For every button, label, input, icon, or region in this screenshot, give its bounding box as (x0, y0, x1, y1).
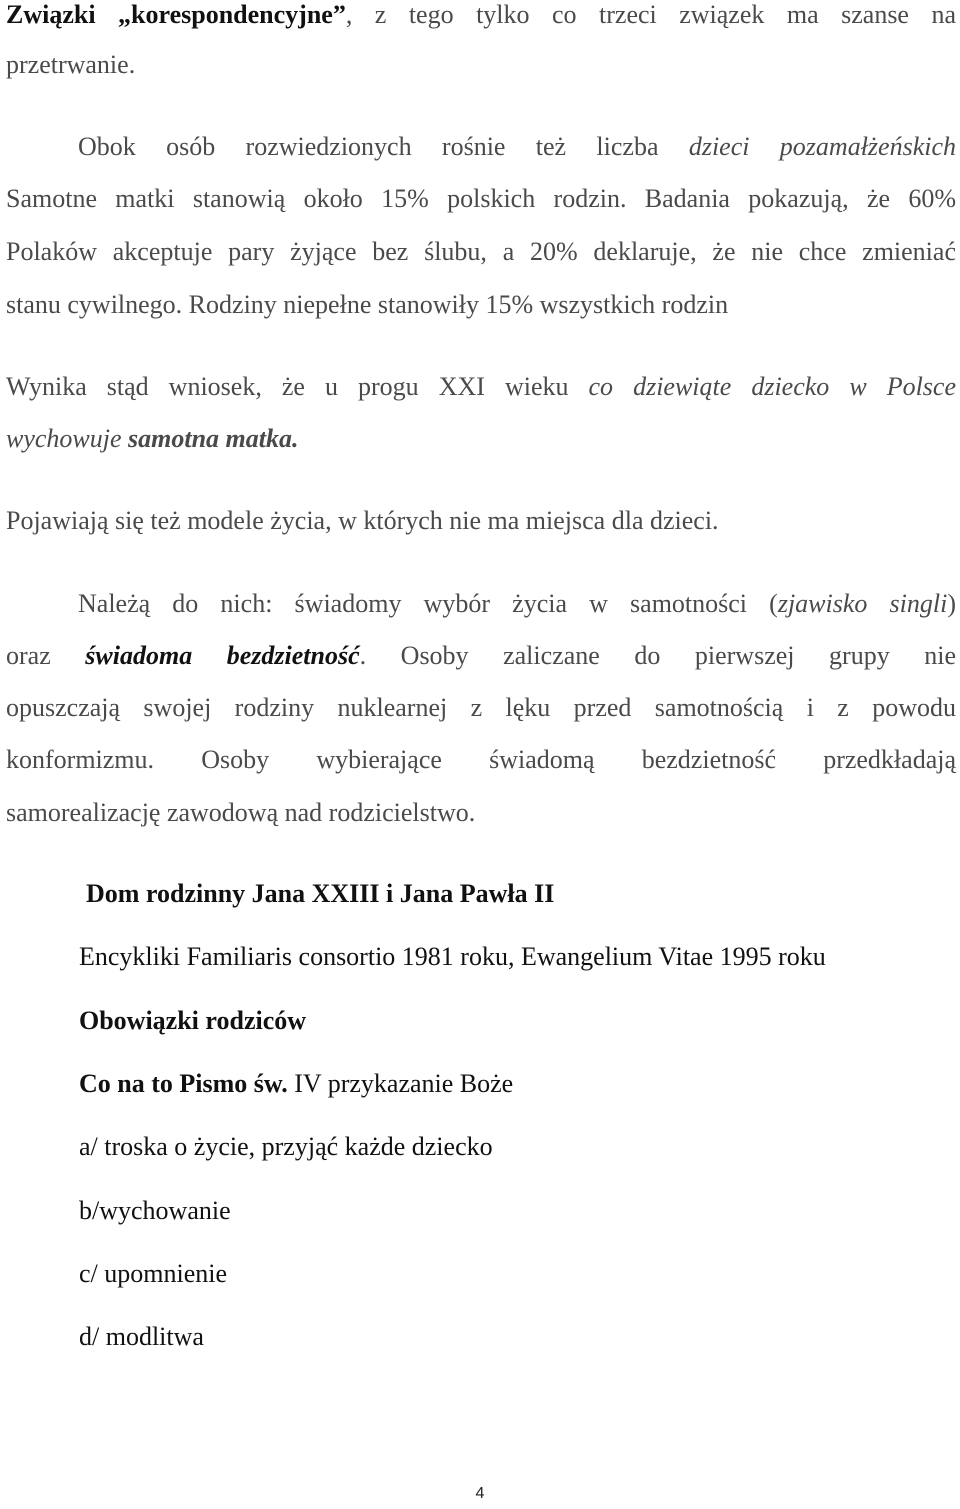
p5-line-2 (6, 641, 956, 671)
p2-italic: dzieci pozamałżeńskich (688, 132, 956, 161)
p5-line-1 (6, 589, 956, 619)
p5-rest: . Osoby zaliczane do pierwszej grupy nie (359, 641, 956, 670)
p2-line-4: stanu cywilnego. Rodziny niepełne stanowiły 15% wszystkich rodzin (6, 290, 729, 319)
list-item: b/wychowanie (79, 1196, 231, 1225)
list-item: a/ troska o życie, przyjąć każde dziecko (79, 1132, 493, 1161)
p5-line-4: konformizmu. Osoby wybierające świadomą bezdzietność przedkładają (6, 745, 956, 774)
list-item: d/ modlitwa (79, 1322, 204, 1351)
p2-line-3: Polaków akceptuje pary żyjące bez ślubu, a 20% deklaruje, że nie chce zmieniać (6, 237, 956, 266)
p2-line-1 (6, 132, 956, 162)
p5-line-3: opuszczają swojej rodziny nuklearnej z lęku przed samotnością i z powodu (6, 693, 956, 722)
section-heading: Dom rodzinny Jana XXIII i Jana Pawła II (86, 879, 555, 908)
p4-line-1: Pojawiają się też modele życia, w których nie ma miejsca dla dzieci. (6, 506, 719, 535)
pismo-rest: IV przykazanie Boże (287, 1069, 514, 1098)
p5-italic: zjawisko singli (777, 589, 948, 618)
p3-plain: Wynika stąd wniosek, że u progu XXI wieku (6, 372, 589, 401)
p1-rest: , z tego tylko co trzeci związek ma szanse na (345, 0, 956, 29)
p3-line-1 (6, 372, 956, 402)
pismo-bold: Co na to Pismo św. (79, 1069, 288, 1098)
p5-paren: ) (947, 589, 956, 618)
p3-line-2 (6, 424, 956, 454)
list-item: c/ upomnienie (79, 1259, 228, 1288)
p1-line-1 (6, 0, 956, 30)
p5-line-5: samorealizację zawodową nad rodzicielstwo. (6, 798, 476, 827)
bold-lead: Związki „korespondencyjne” (6, 0, 346, 29)
pismo-line (79, 1069, 513, 1099)
p1-line-2: przetrwanie. (6, 50, 136, 79)
p3-bold-italic: samotna matka. (128, 424, 299, 453)
obowiazki-heading: Obowiązki rodziców (79, 1006, 307, 1035)
encykliki-line: Encykliki Familiaris consortio 1981 roku, Ewangelium Vitae 1995 roku (79, 942, 826, 971)
p2-plain: Obok osób rozwiedzionych rośnie też liczba (78, 132, 689, 161)
p5-oraz: oraz (6, 641, 86, 670)
p3-italic-2: wychowuje (6, 424, 129, 453)
p5-bold-italic: świadoma bezdzietność (85, 641, 360, 670)
p5-plain: Należą do nich: świadomy wybór życia w samotności ( (78, 589, 778, 618)
p3-italic: co dziewiąte dziecko w Polsce (588, 372, 956, 401)
p2-line-2: Samotne matki stanowią około 15% polskich rodzin. Badania pokazują, że 60% (6, 184, 956, 213)
page-number: 4 (475, 1485, 485, 1502)
